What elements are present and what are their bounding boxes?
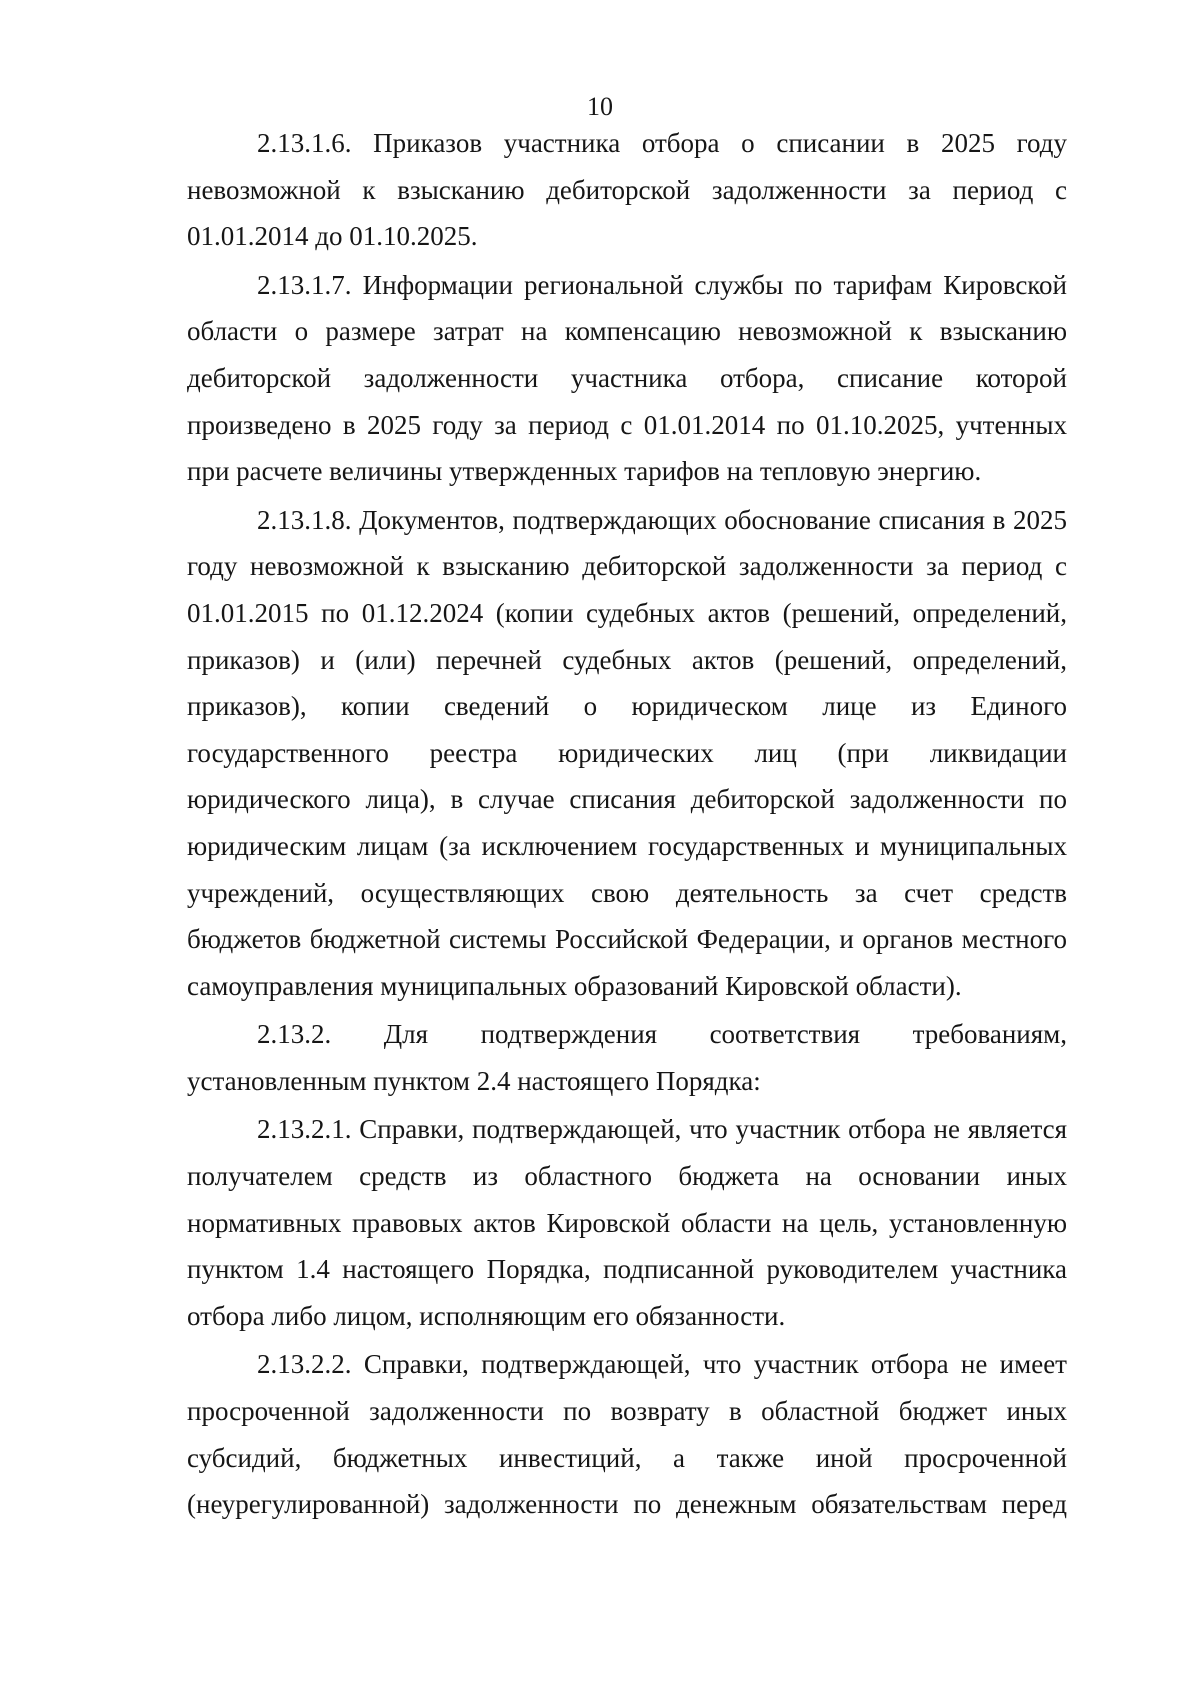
paragraph-2-13-2-2: 2.13.2.2. Справки, подтверждающей, что участник отбора не имеет просроченной задолженности по возврату в областной бюджет иных субсидий, бюджетных инвестиций, а также иной просроченной (неурегулированной) задолженности по денежным обязательствам перед [187,1349,1067,1520]
paragraph-2-13-2-1: 2.13.2.1. Справки, подтверждающей, что участник отбора не является получателем средств из областного бюджета на основании иных нормативных правовых актов Кировской области на цель, установленную пунктом 1.4 настоящего Порядка, подписанной руководителем участника отбора либо лицом, исполняющим его обязанности. [187,1114,1067,1331]
paragraph-2-13-1-8: 2.13.1.8. Документов, подтверждающих обоснование списания в 2025 году невозможной к взысканию дебиторской задолженности за период с 01.01.2015 по 01.12.2024 (копии судебных актов (решений, определений, приказов) и (или) перечней судебных актов (решений, определений, приказов), копии сведений о юридическом лице из Единого государственного реестра юридических лиц (при ликвидации юридического лица), в случае списания дебиторской задолженности по юридическим лицам (за исключением государственных и муниципальных учреждений, осуществляющих свою деятельность за счет средств бюджетов бюджетной системы Российской Федерации, и органов местного самоуправления муниципальных образований Кировской области). [187,504,1067,1001]
paragraph-2-13-1-7: 2.13.1.7. Информации региональной службы по тарифам Кировской области о размере затрат на компенсацию невозможной к взысканию дебиторской задолженности участника отбора, списание которой произведено в 2025 году за период с 01.01.2014 по 01.10.2025, учтенных при расчете величины утвержденных тарифов на тепловую энергию. [187,269,1067,487]
paragraph-2-13-2: 2.13.2. Для подтверждения соответствия требованиям, установленным пунктом 2.4 настоящего Порядка: [187,1019,1067,1096]
page-number: 10 [587,92,613,121]
paragraph-2-13-1-6: 2.13.1.6. Приказов участника отбора о списании в 2025 году невозможной к взысканию дебиторской задолженности за период с 01.01.2014 до 01.10.2025. [187,128,1067,252]
document-body [187,120,1067,1530]
